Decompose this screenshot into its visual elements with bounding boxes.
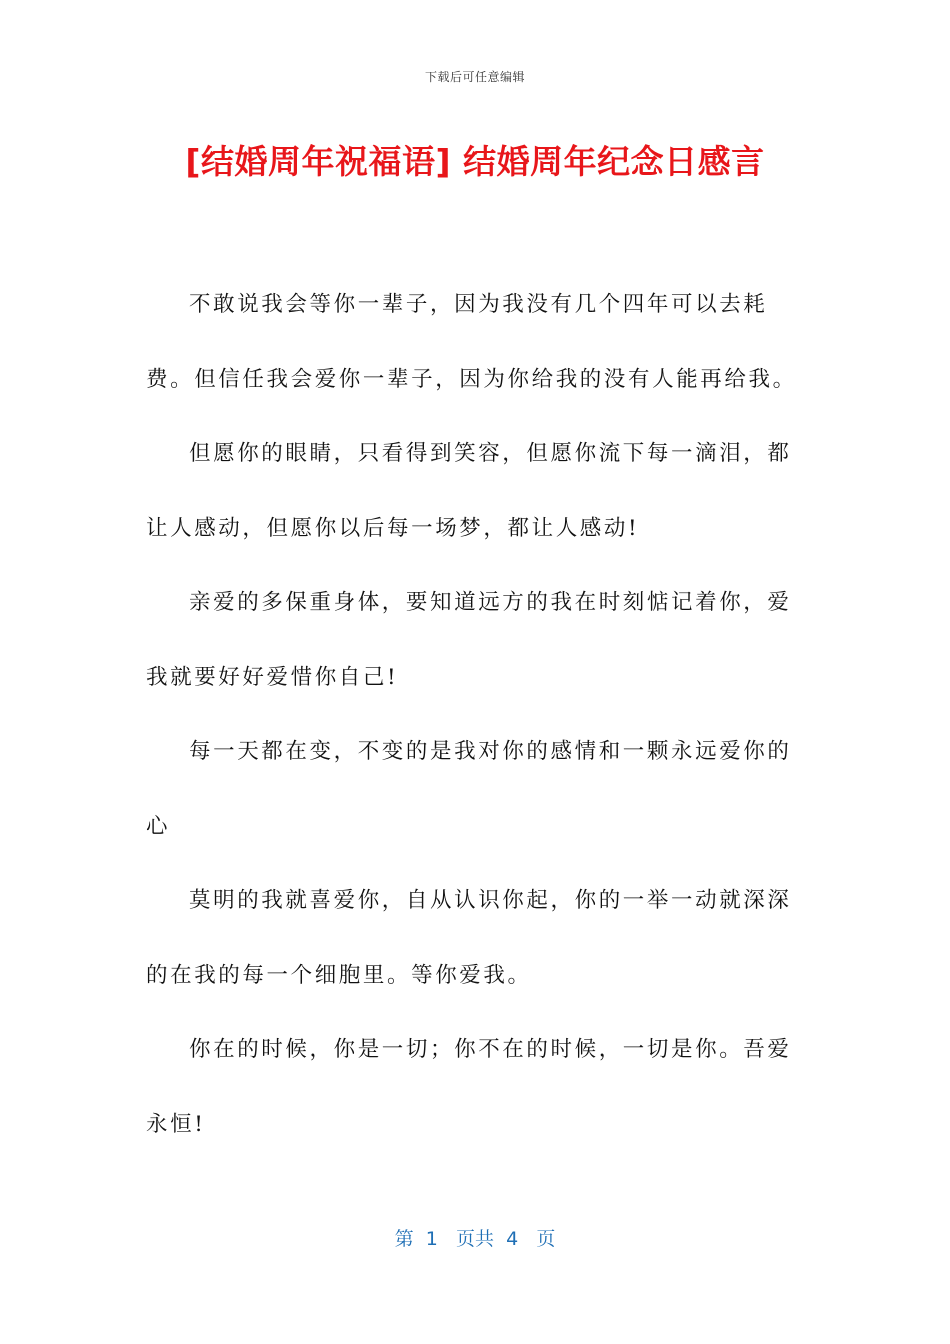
paragraph: 但愿你的眼睛，只看得到笑容，但愿你流下每一滴泪，都让人感动，但愿你以后每一场梦，都让人感动!: [146, 441, 792, 541]
current-page-number: 1: [425, 1228, 438, 1250]
page-label-mid: 页共: [455, 1228, 494, 1250]
page-label-suffix: 页: [536, 1228, 556, 1250]
page-label-prefix: 第: [394, 1228, 414, 1250]
header-note: 下载后可任意编辑: [424, 70, 525, 84]
total-pages-number: 4: [506, 1228, 519, 1250]
page-footer: [0, 1224, 950, 1251]
document-body: [146, 268, 806, 1162]
document-title: [结婚周年祝福语] 结婚周年纪念日感言: [185, 142, 765, 181]
paragraph: 不敢说我会等你一辈子，因为我没有几个四年可以去耗费。但信任我会爱你一辈子，因为你给我的没有人能再给我。: [146, 292, 797, 392]
paragraph: 每一天都在变，不变的是我对你的感情和一颗永远爱你的心: [146, 739, 792, 839]
paragraph: 你在的时候，你是一切；你不在的时候，一切是你。吾爱永恒!: [146, 1037, 792, 1137]
paragraph: 亲爱的多保重身体，要知道远方的我在时刻惦记着你，爱我就要好好爱惜你自己!: [146, 590, 792, 690]
paragraph: 莫明的我就喜爱你，自从认识你起，你的一举一动就深深的在我的每一个细胞里。等你爱我。: [146, 888, 792, 988]
